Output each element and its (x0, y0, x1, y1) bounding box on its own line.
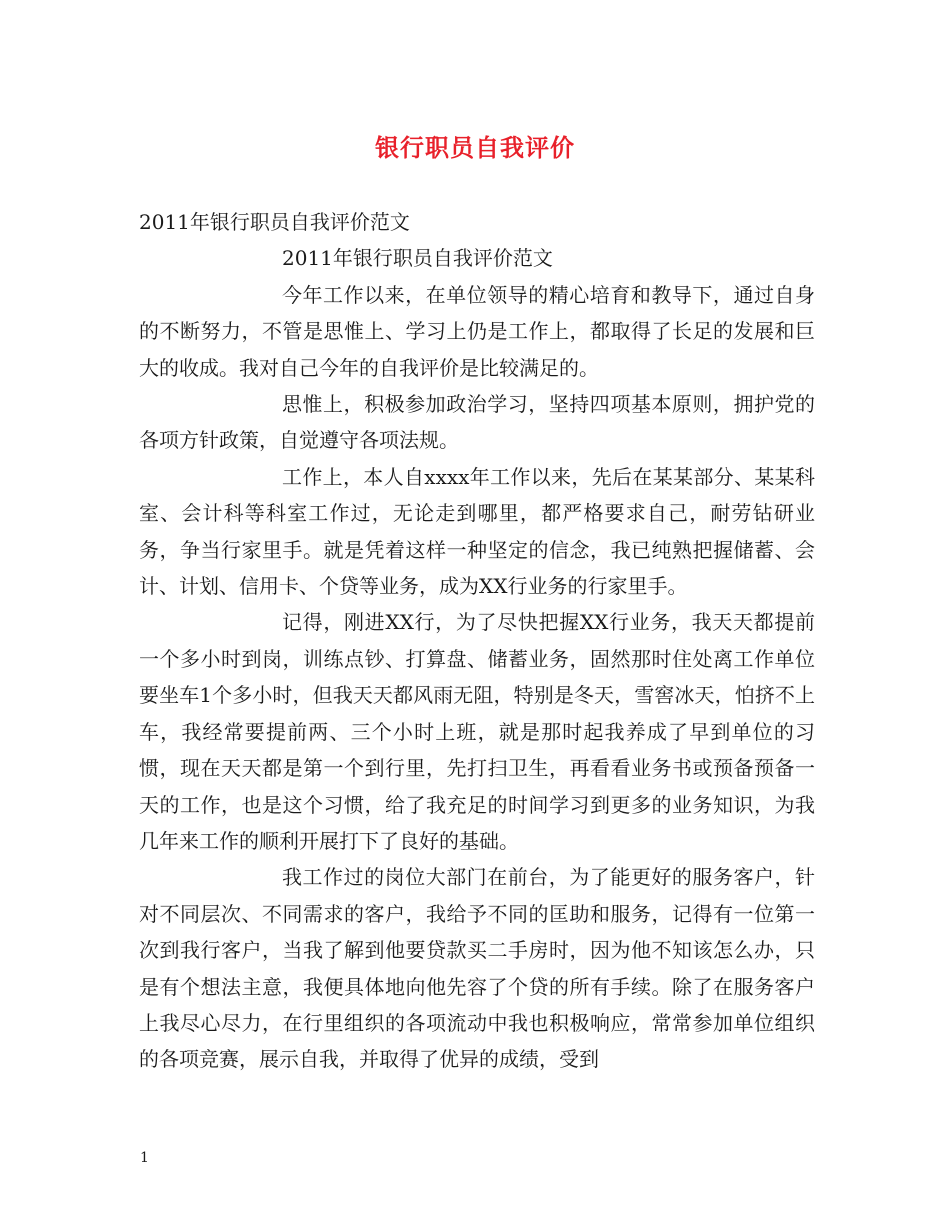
document-title: 银行职员自我评价 (375, 133, 575, 162)
paragraph: 今年工作以来，在单位领导的精心培育和教导下，通过自身的不断努力，不管是思惟上、学习上仍是工作上，都取得了长足的发展和巨大的收成。我对自己今年的自我评价是比较满足的。 (139, 282, 815, 380)
paragraph: 思惟上，积极参加政治学习，坚持四项基本原则，拥护党的各项方针政策，自觉遵守各项法规。 (139, 392, 815, 453)
document-body (139, 204, 815, 1078)
paragraph: 2011年银行职员自我评价范文 (282, 246, 553, 271)
page-number: 1 (140, 1150, 149, 1166)
paragraph: 工作上，本人自xxxx年工作以来，先后在某某部分、某某科室、会计科等科室工作过，无论走到哪里，都严格要求自己，耐劳钻研业务，争当行家里手。就是凭着这样一种坚定的信念，我已纯熟把握储蓄、会计、计划、信用卡、个贷等业务，成为XX行业务的行家里手。 (139, 464, 815, 599)
subtitle-line: 2011年银行职员自我评价范文 (139, 210, 410, 234)
paragraph: 记得，刚进XX行，为了尽快把握XX行业务，我天天都提前一个多小时到岗，训练点钞、打算盘、储蓄业务，固然那时住处离工作单位要坐车1个多小时，但我天天都风雨无阻，特别是冬天，雪窖冰天，怕挤不上车，我经常要提前两、三个小时上班，就是那时起我养成了早到单位的习惯，现在天天都是第一个到行里，先打扫卫生，再看看业务书或预备预备一天的工作，也是这个习惯，给了我充足的时间学习到更多的业务知识，为我几年来工作的顺利开展打下了良好的基础。 (139, 610, 815, 853)
paragraph: 我工作过的岗位大部门在前台，为了能更好的服务客户，针对不同层次、不同需求的客户，我给予不同的匡助和服务，记得有一位第一次到我行客户，当我了解到他要贷款买二手房时，因为他不知该怎么办，只是有个想法主意，我便具体地向他先容了个贷的所有手续。除了在服务客户上我尽心尽力，在行里组织的各项流动中我也积极响应，常常参加单位组织的各项竞赛，展示自我，并取得了优异的成绩，受到 (139, 865, 815, 1072)
